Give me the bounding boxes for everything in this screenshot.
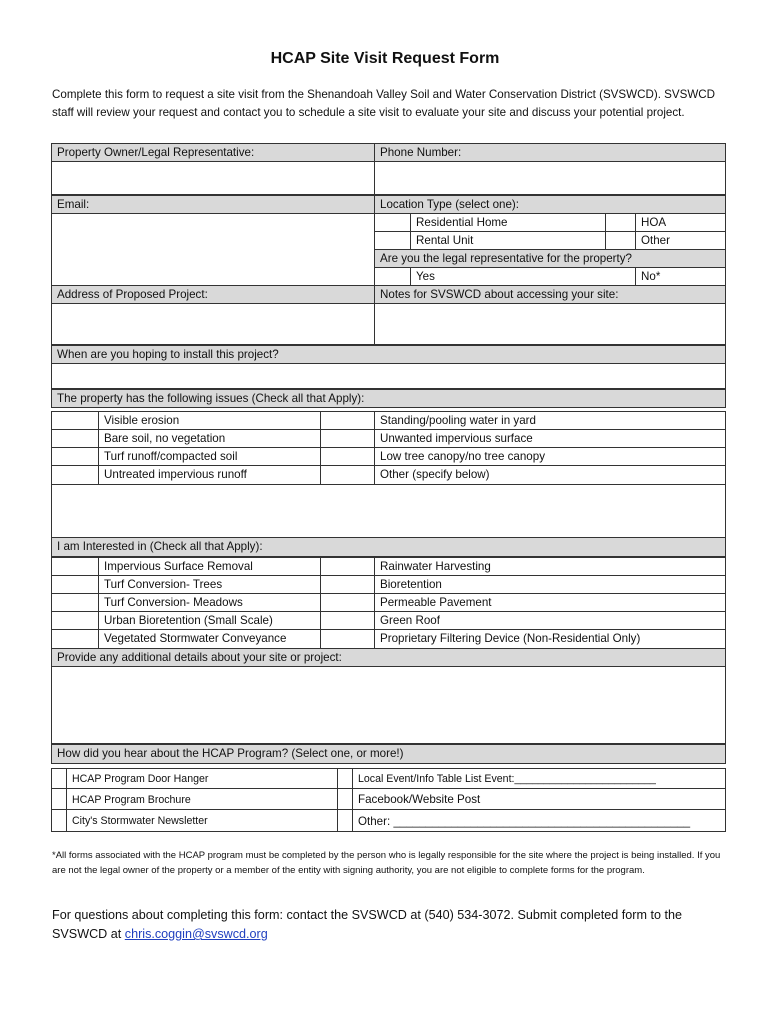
issue-untreated-runoff: Untreated impervious runoff: [98, 465, 321, 485]
details-field[interactable]: [51, 666, 726, 744]
interest-green-roof: Green Roof: [374, 611, 726, 630]
hear-brochure: HCAP Program Brochure: [66, 788, 338, 810]
interest-permeable: Permeable Pavement: [374, 593, 726, 612]
hear-other: Other: ______________________________________________: [352, 809, 726, 832]
phone-label: Phone Number:: [374, 143, 726, 162]
owner-label: Property Owner/Legal Representative:: [51, 143, 375, 162]
owner-field[interactable]: [51, 161, 375, 195]
interest-bioretention: Bioretention: [374, 575, 726, 594]
issue-checkbox[interactable]: [51, 447, 99, 466]
hear-label: How did you hear about the HCAP Program? (Select one, or more!): [51, 744, 726, 764]
issue-checkbox[interactable]: [51, 429, 99, 448]
footnote: *All forms associated with the HCAP program must be completed by the person who is legally responsible for the site where the project is being installed. If you are not the legal owner of the property or a member of the entity with signing authority, you are not eligible to complete forms for the program.: [52, 850, 721, 876]
legal-no-option: No*: [635, 267, 726, 286]
issue-checkbox[interactable]: [320, 411, 375, 430]
contact-sentence: For questions about completing this form: contact the SVSWCD at (540) 534-3072. Submit completed form to the SVSWCD at: [52, 908, 682, 941]
legal-yes-option: Yes: [410, 267, 636, 286]
issue-checkbox[interactable]: [320, 429, 375, 448]
install-label: When are you hoping to install this project?: [51, 345, 726, 364]
interest-turf-meadows: Turf Conversion- Meadows: [98, 593, 321, 612]
interest-checkbox[interactable]: [51, 611, 99, 630]
interest-impervious-removal: Impervious Surface Removal: [98, 557, 321, 576]
notes-field[interactable]: [374, 303, 726, 345]
form-title: HCAP Site Visit Request Form: [270, 50, 500, 67]
legal-label: Are you the legal representative for the property?: [374, 249, 726, 268]
hoa-checkbox[interactable]: [605, 213, 636, 232]
issue-other: Other (specify below): [374, 465, 726, 485]
issue-checkbox[interactable]: [51, 411, 99, 430]
issue-standing-water: Standing/pooling water in yard: [374, 411, 726, 430]
interest-checkbox[interactable]: [51, 629, 99, 649]
interest-checkbox[interactable]: [320, 575, 375, 594]
issue-checkbox[interactable]: [51, 465, 99, 485]
details-label: Provide any additional details about your site or project:: [51, 648, 726, 667]
other-location-checkbox[interactable]: [605, 231, 636, 250]
hoa-option: HOA: [635, 213, 726, 232]
interest-checkbox[interactable]: [51, 593, 99, 612]
interest-turf-trees: Turf Conversion- Trees: [98, 575, 321, 594]
rental-option: Rental Unit: [410, 231, 606, 250]
interest-rainwater: Rainwater Harvesting: [374, 557, 726, 576]
hear-checkbox[interactable]: [51, 809, 67, 832]
issue-bare-soil: Bare soil, no vegetation: [98, 429, 321, 448]
contact-text: [52, 906, 728, 944]
issue-checkbox[interactable]: [320, 465, 375, 485]
email-field[interactable]: [51, 213, 375, 286]
issue-visible-erosion: Visible erosion: [98, 411, 321, 430]
interest-label: I am Interested in (Check all that Apply):: [51, 537, 726, 557]
install-field[interactable]: [51, 363, 726, 389]
hear-newsletter: City's Stormwater Newsletter: [66, 809, 338, 832]
other-location-option: Other: [635, 231, 726, 250]
notes-label: Notes for SVSWCD about accessing your site:: [374, 285, 726, 304]
interest-checkbox[interactable]: [320, 611, 375, 630]
issue-impervious-surface: Unwanted impervious surface: [374, 429, 726, 448]
interest-proprietary-device: Proprietary Filtering Device (Non-Residential Only): [374, 629, 726, 649]
interest-checkbox[interactable]: [320, 593, 375, 612]
interest-vegetated-conveyance: Vegetated Stormwater Conveyance: [98, 629, 321, 649]
hear-checkbox[interactable]: [337, 788, 353, 810]
intro-text: Complete this form to request a site visit from the Shenandoah Valley Soil and Water Conservation District (SVSWCD). SVSWCD staff will review your request and contact you to schedule a site visit to evaluate your site and discuss your potential project.: [52, 88, 716, 119]
hear-checkbox[interactable]: [51, 768, 67, 789]
hear-checkbox[interactable]: [337, 768, 353, 789]
contact-email-link[interactable]: chris.coggin@svswcd.org: [124, 927, 268, 941]
phone-field[interactable]: [374, 161, 726, 195]
hear-local-event: Local Event/Info Table List Event:________________________: [352, 768, 726, 789]
legal-yes-checkbox[interactable]: [374, 267, 411, 286]
issue-low-canopy: Low tree canopy/no tree canopy: [374, 447, 726, 466]
issues-other-field[interactable]: [51, 484, 726, 538]
email-label: Email:: [51, 195, 375, 214]
hear-facebook: Facebook/Website Post: [352, 788, 726, 810]
rental-checkbox[interactable]: [374, 231, 411, 250]
location-label: Location Type (select one):: [374, 195, 726, 214]
interest-checkbox[interactable]: [51, 557, 99, 576]
interest-checkbox[interactable]: [51, 575, 99, 594]
interest-urban-bioretention: Urban Bioretention (Small Scale): [98, 611, 321, 630]
address-label: Address of Proposed Project:: [51, 285, 375, 304]
issue-turf-runoff: Turf runoff/compacted soil: [98, 447, 321, 466]
address-field[interactable]: [51, 303, 375, 345]
interest-checkbox[interactable]: [320, 629, 375, 649]
hear-door-hanger: HCAP Program Door Hanger: [66, 768, 338, 789]
residential-option: Residential Home: [410, 213, 606, 232]
hear-checkbox[interactable]: [51, 788, 67, 810]
issues-label: The property has the following issues (Check all that Apply):: [51, 389, 726, 408]
issue-checkbox[interactable]: [320, 447, 375, 466]
interest-checkbox[interactable]: [320, 557, 375, 576]
residential-checkbox[interactable]: [374, 213, 411, 232]
hear-checkbox[interactable]: [337, 809, 353, 832]
